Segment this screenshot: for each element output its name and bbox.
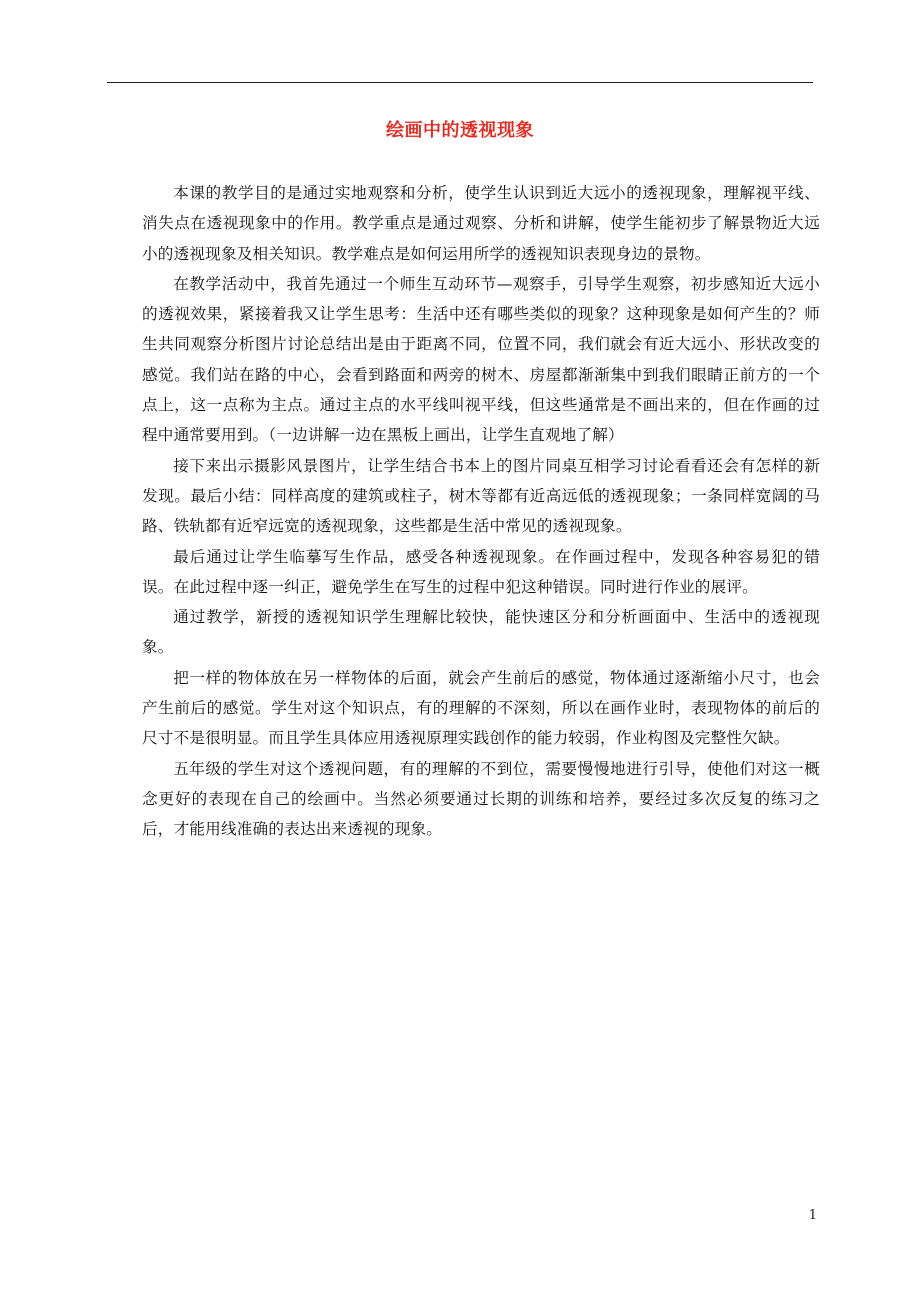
document-title: 绘画中的透视现象 (386, 120, 534, 141)
header-rule (107, 82, 813, 83)
document-body (142, 178, 820, 845)
paragraph-2: 在教学活动中，我首先通过一个师生互动环节—观察手，引导学生观察，初步感知近大远小的透视效果，紧接着我又让学生思考：生活中还有哪些类似的现象？这种现象是如何产生的？师生共同观察分析图片讨论总结出是由于距离不同，位置不同，我们就会有近大远小、形状改变的感觉。我们站在路的中心，会看到路面和两旁的树木、房屋都渐渐集中到我们眼睛正前方的一个点上，这一点称为主点。通过主点的水平线叫视平线，但这些通常是不画出来的，但在作画的过程中通常要用到。（一边讲解一边在黑板上画出，让学生直观地了解） (142, 274, 820, 445)
page-number: 1 (808, 1208, 817, 1223)
paragraph-5: 通过教学，新授的透视知识学生理解比较快，能快速区分和分析画面中、生活中的透视现象。 (142, 608, 820, 657)
paragraph-3: 接下来出示摄影风景图片，让学生结合书本上的图片同桌互相学习讨论看看还会有怎样的新发现。最后小结：同样高度的建筑或柱子，树木等都有近高远低的透视现象；一条同样宽阔的马路、铁轨都有近窄远宽的透视现象，这些都是生活中常见的透视现象。 (142, 456, 820, 536)
paragraph-7: 五年级的学生对这个透视问题，有的理解的不到位，需要慢慢地进行引导，使他们对这一概念更好的表现在自己的绘画中。当然必须要通过长期的训练和培养，要经过多次反复的练习之后，才能用线准确的表达出来透视的现象。 (142, 759, 820, 839)
paragraph-4: 最后通过让学生临摹写生作品，感受各种透视现象。在作画过程中，发现各种容易犯的错误。在此过程中逐一纠正，避免学生在写生的过程中犯这种错误。同时进行作业的展评。 (142, 547, 820, 596)
paragraph-6: 把一样的物体放在另一样物体的后面，就会产生前后的感觉，物体通过逐渐缩小尺寸，也会产生前后的感觉。学生对这个知识点，有的理解的不深刻，所以在画作业时，表现物体的前后的尺寸不是很明显。而且学生具体应用透视原理实践创作的能力较弱，作业构图及完整性欠缺。 (142, 668, 820, 748)
paragraph-1: 本课的教学目的是通过实地观察和分析，使学生认识到近大远小的透视现象，理解视平线、消失点在透视现象中的作用。教学重点是通过观察、分析和讲解，使学生能初步了解景物近大远小的透视现象及相关知识。教学难点是如何运用所学的透视知识表现身边的景物。 (142, 184, 820, 263)
